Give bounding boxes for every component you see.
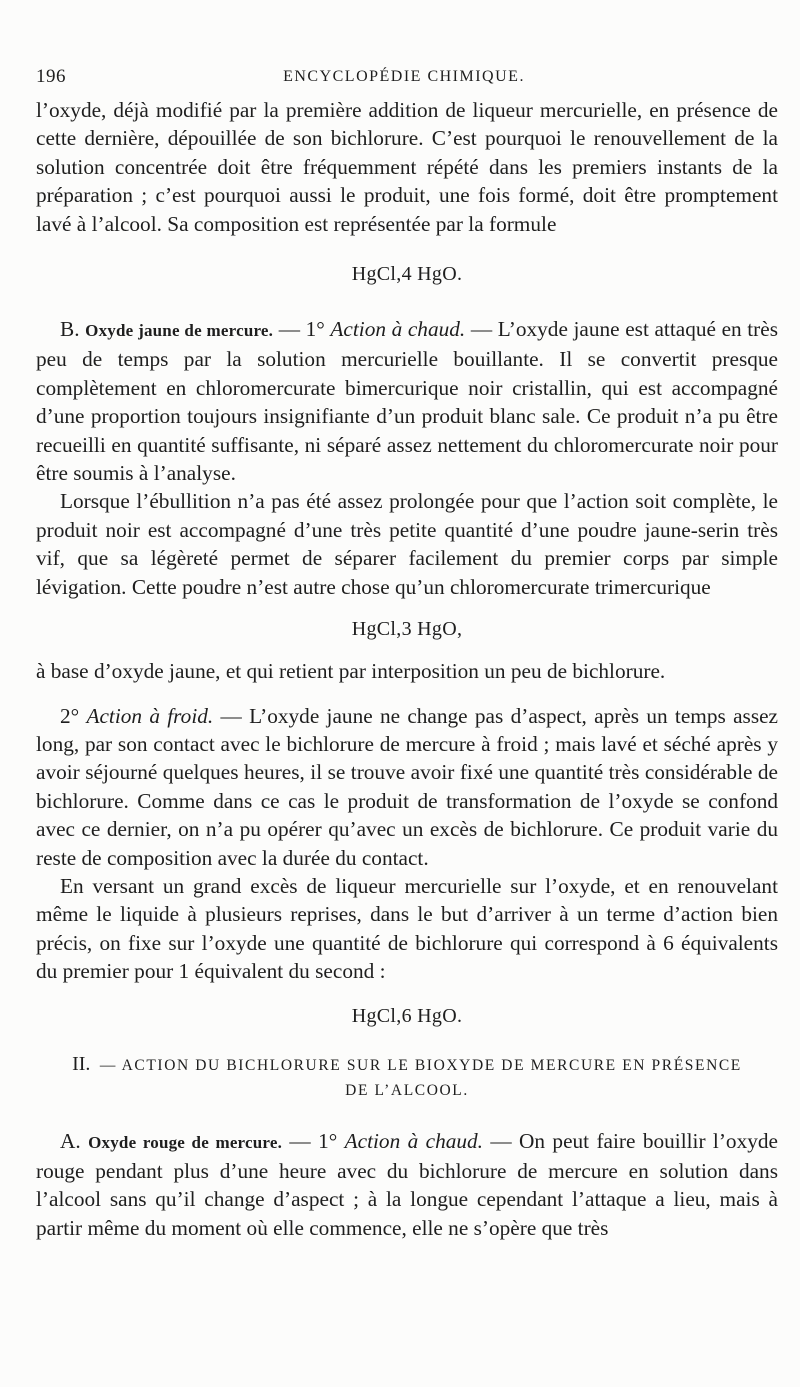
paragraph-en-versant: En versant un grand excès de liqueur mercurielle sur l’oxyde, et en renouvelant même le liquide à plusieurs reprises, dans le but d’arriver à un terme d’action bien précis, on fixe sur l’oxyde une quantité de bichlorure qui correspond à 6 équivalents du premier pour 1 équivalent du second : [36, 873, 778, 984]
item-number: 2° [60, 703, 87, 728]
paragraph-a-base: à base d’oxyde jaune, et qui retient par interposition un peu de bichlorure. [36, 659, 666, 684]
section-title-oxyde-rouge: Oxyde rouge de mercure. [88, 1132, 283, 1152]
page-header [36, 66, 772, 92]
paragraph-oxyde-jaune [36, 315, 778, 487]
section-dash: — 1° [273, 317, 331, 342]
section-heading-line2: DE L’ALCOOL. [345, 1081, 469, 1099]
paragraph-action-a-froid [36, 702, 778, 872]
formula-hgcl-6hgo: HgCl,6 HgO. [351, 1004, 463, 1027]
running-title: ENCYCLOPÉDIE CHIMIQUE. [283, 68, 525, 85]
paragraph-continuation: l’oxyde, déjà modifié par la première addition de liqueur mercurielle, en présence de cette dernière, dépouillée de son bichlorure. C’est pourquoi le renouvellement de la solution concentrée doit être fréquemment répété dans les premiers instants de la préparation ; c’est pourquoi aussi le produit, une fois formé, doit être promptement lavé à l’alcool. Sa composition est représentée par la formule [36, 98, 778, 236]
section-heading-line1: — ACTION DU BICHLORURE SUR LE BIOXYDE DE MERCURE EN PRÉSENCE [94, 1056, 742, 1074]
action-a-froid-heading: Action à froid. [86, 703, 214, 728]
section-heading-ii [36, 1052, 778, 1103]
paragraph-text: — L’oxyde jaune ne change pas d’aspect, après un temps assez long, par son contact avec le bichlorure de mercure à froid ; mais lavé et séché après y avoir séjourné quelques heures, il se trouve avoir fixé une quantité très considérable de bichlorure. Comme dans ce cas le produit de transformation de l’oxyde se confond avec ce dernier, on n’a pu opérer qu’avec un excès de bichlorure. Ce produit varie du reste de composition avec la durée du contact. [36, 703, 779, 870]
section-letter-b: B. [60, 317, 80, 342]
paragraph-text: — L’oxyde jaune est attaqué en très peu de temps par la solution mercurielle bouillante. Il se convertit presque complètement en chloromercurate bimercurique noir cristallin, qui est accompagné d’une proportion toujours insignifiante d’un produit blanc sale. Ce produit n’a pu être recueilli en quantité suffisante, ni séparé assez nettement du chloromercurate noir pour être soumis à l’analyse. [36, 317, 779, 486]
paragraph-text: — On peut faire bouillir l’oxyde rouge pendant plus d’une heure avec du bichlorure de mercure en solution dans l’alcool sans qu’il change d’aspect ; à la longue cependant l’attaque a lieu, mais à partir même du moment où elle commence, elle ne s’opère que très [36, 1128, 778, 1240]
section-title-oxyde-jaune: Oxyde jaune de mercure. [85, 321, 274, 341]
action-a-chaud-heading: Action à chaud. [344, 1128, 483, 1153]
section-number: II. [72, 1052, 91, 1075]
section-dash: — 1° [282, 1128, 345, 1153]
formula-hgcl-4hgo: HgCl,4 HgO. [351, 263, 463, 286]
page-number: 196 [36, 66, 66, 87]
page-body [36, 96, 778, 1242]
formula-hgcl-3hgo: HgCl,3 HgO, [351, 618, 463, 641]
section-letter-a: A. [60, 1128, 81, 1153]
action-a-chaud-heading: Action à chaud. [330, 317, 466, 342]
paragraph-oxyde-rouge [36, 1127, 778, 1243]
paragraph-ebullition: Lorsque l’ébullition n’a pas été assez prolongée pour que l’action soit complète, le produit noir est accompagné d’une très petite quantité d’une poudre jaune-serin très vif, que sa légèreté permet de séparer facilement du premier corps par simple lévigation. Cette poudre n’est autre chose qu’un chloromercurate trimercurique [36, 489, 778, 599]
